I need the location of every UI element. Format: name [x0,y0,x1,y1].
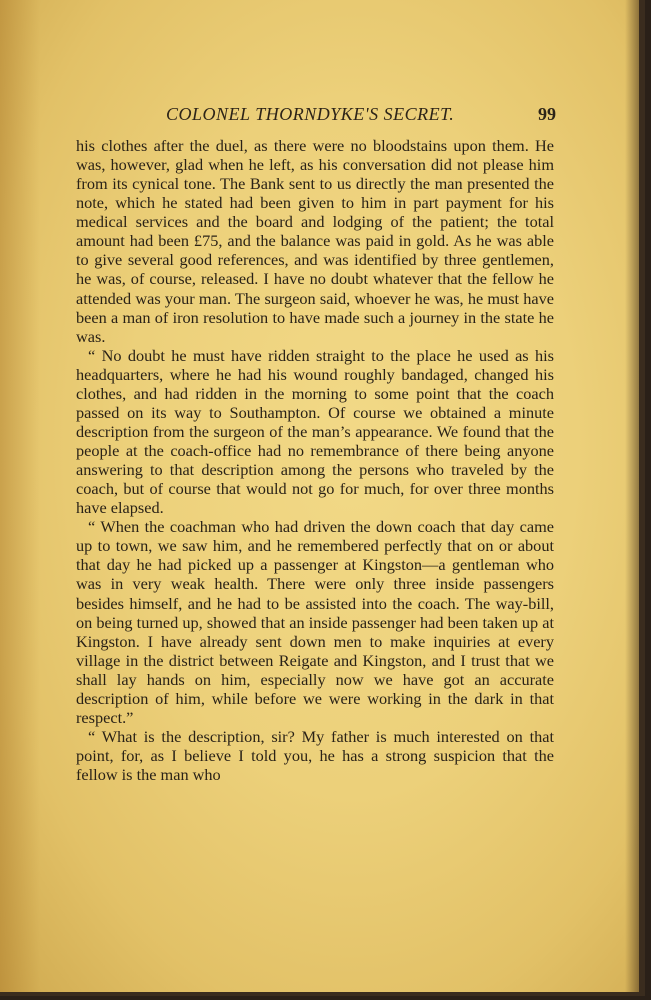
running-head: COLONEL THORNDYKE'S SECRET. [166,104,455,124]
paragraph: his clothes after the duel, as there were no bloodstains upon them. He was, however, glad when he left, as his conversation did not please him from its cynical tone. The Bank sent to us directly the man presented the note, which he stated had been given to him in part payment for his medical services and the board and lodging of the patient; the total amount had been £75, and the balance was paid in gold. As he was able to give several good references, and was identified by three gentlemen, he was, of course, released. I have no doubt whatever that the fellow he attended was your man. The surgeon said, whoever he was, he must have been a man of iron resolution to have made such a journey in the state he was. [76,136,554,346]
page-header [76,104,556,128]
paragraph: “ No doubt he must have ridden straight to the place he used as his headquarters, where he had his wound roughly bandaged, changed his clothes, and had ridden in the morning to some point that the coach passed on its way to Southampton. Of course we obtained a minute description from the surgeon of the man’s appearance. We found that the people at the coach-office had no remembrance of there being anyone answering to that description among the persons who traveled by the coach, but of course that would not go for much, for over three months have elapsed. [76,345,554,518]
page-number: 99 [538,104,556,124]
paragraph: “ What is the description, sir? My father is much interested on that point, for, as I believe I told you, he has a strong suspicion that the fellow is the man who [76,726,554,785]
paragraph: “ When the coachman who had driven the down coach that day came up to town, we saw him, and he remembered perfectly that on or about that day he had picked up a passenger at Kingston—a gentleman who was in very weak health. There were only three inside passengers besides himself, and he had to be assisted into the coach. The way-bill, on being turned up, showed that an inside passenger had been taken up at Kingston. I have already sent down men to make inquiries at every village in the district between Reigate and Kingston, and I trust that we shall lay hands on him, especially now we have got an accurate description of him, while before we were working in the dark in that respect.” [76,517,554,727]
body-text [76,136,554,784]
